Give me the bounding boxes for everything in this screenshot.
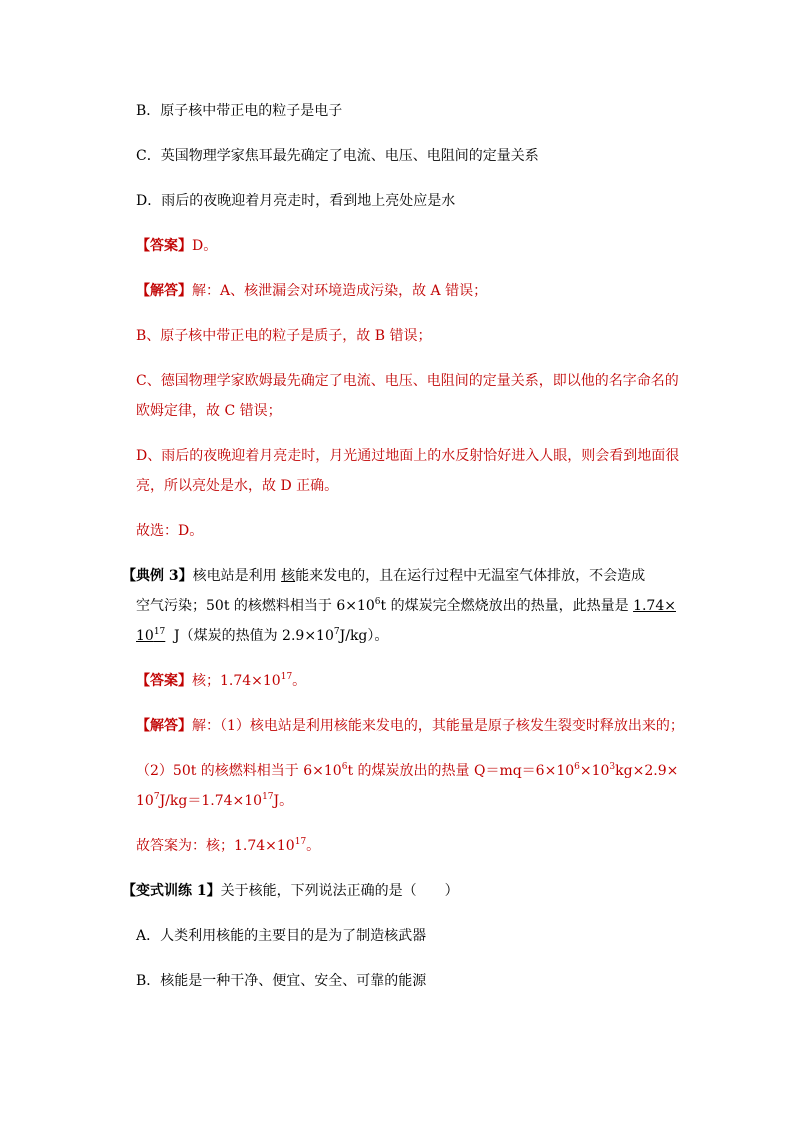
example3-answer-tag: 【答案】 (136, 673, 192, 689)
analysis-a-text: 解：A、核泄漏会对环境造成污染，故 A 错误； (192, 283, 488, 299)
option-c (136, 146, 539, 166)
example3-answer-line (136, 671, 306, 691)
answer-text: D。 (192, 238, 218, 254)
exercise1-option-b-text: B．核能是一种干净、便宜、安全、可靠的能源 (136, 973, 427, 989)
example3-analysis-line2 (136, 761, 678, 781)
option-d (136, 191, 455, 211)
example3-analysis-line3 (136, 791, 293, 811)
analysis-d1-text: D、雨后的夜晚迎着月亮走时，月光通过地面上的水反射恰好进入人眼，则会看到地面很 (136, 448, 680, 464)
choose-line (136, 521, 203, 541)
a2-exponent-2: 6 (574, 762, 580, 772)
q3-text-end: J/kg）。 (339, 628, 389, 644)
q3-text: J（煤炭的热值为 2.9×10 (174, 628, 334, 644)
q3-answer-blank (136, 626, 174, 646)
final-text-end: 。 (306, 838, 321, 854)
q1-text-a: 核电站是利用 (192, 568, 282, 584)
example3-tag: 【典例 3】 (122, 568, 193, 584)
analysis-line-d2 (136, 476, 338, 496)
analysis-line-c2 (136, 401, 282, 421)
choose-text: 故选：D。 (136, 523, 204, 539)
example3-q-line1 (122, 566, 645, 586)
a3-text-a: 10 (136, 793, 154, 809)
analysis-line-b (136, 326, 431, 346)
exercise1-question-text: 关于核能，下列说法正确的是（ ） (220, 883, 459, 899)
example3-final-answer (136, 836, 320, 856)
analysis-d2-text: 亮，所以亮处是水，故 D 正确。 (136, 478, 339, 494)
option-c-text: C．英国物理学家焦耳最先确定了电流、电压、电阻间的定量关系 (136, 148, 539, 164)
option-b-text: B．原子核中带正电的粒子是电子 (136, 103, 343, 119)
a3-text-b: J/kg＝1.74×10 (159, 793, 263, 809)
answer-line (136, 236, 217, 256)
a2-text-a: （2）50t 的核燃料相当于 6×10 (136, 763, 342, 779)
a2-text-b: t 的煤炭放出的热量 Q＝mq＝6×10 (347, 763, 575, 779)
example3-q-line3 (136, 626, 388, 646)
example3-answer-base: 核；1.74×10 (192, 673, 281, 689)
final-text: 故答案为：核；1.74×10 (136, 838, 295, 854)
analysis-c2-text: 欧姆定律，故 C 错误； (136, 403, 282, 419)
example3-answer-end: 。 (292, 673, 307, 689)
exercise1-tag: 【变式训练 1】 (122, 883, 221, 899)
a3-text-c: J。 (273, 793, 294, 809)
a3-exponent-1: 7 (153, 792, 160, 802)
final-exponent: 17 (294, 837, 307, 847)
q2-exponent: 6 (374, 597, 381, 607)
exercise1-question (122, 881, 459, 901)
a2-exponent-3: 3 (609, 762, 616, 772)
analysis-tag: 【解答】 (136, 283, 192, 299)
option-d-text: D．雨后的夜晚迎着月亮走时，看到地上亮处应是水 (136, 193, 456, 209)
example3-analysis-1: 解：（1）核电站是利用核能来发电的，其能量是原子核发生裂变时释放出来的； (192, 718, 684, 734)
exercise1-option-b (136, 971, 426, 991)
exercise1-option-a-text: A．人类利用核能的主要目的是为了制造核武器 (136, 928, 427, 944)
q1-text-b: 能来发电的，且在运行过程中无温室气体排放，不会造成 (295, 568, 646, 584)
answer-tag: 【答案】 (136, 238, 192, 254)
analysis-b-text: B、原子核中带正电的粒子是质子，故 B 错误； (136, 328, 432, 344)
exercise1-option-a (136, 926, 426, 946)
example3-analysis-tag: 【解答】 (136, 718, 192, 734)
q2-text-b: t 的煤炭完全燃烧放出的热量，此热量是 (380, 598, 634, 614)
analysis-line-d1 (136, 446, 679, 466)
example3-analysis-line1 (136, 716, 684, 736)
option-b (136, 101, 342, 121)
q3-exponent: 7 (333, 627, 340, 637)
analysis-line-a (136, 281, 487, 301)
q2-text-a: 空气污染；50t 的核燃料相当于 6×10 (136, 598, 375, 614)
a2-text-c: ×10 (579, 763, 610, 779)
q2-answer-blank: 1.74× (633, 598, 676, 614)
a2-exponent-1: 6 (341, 762, 348, 772)
example3-q-line2 (136, 596, 676, 616)
analysis-line-c1 (136, 371, 679, 391)
a3-exponent-2: 17 (262, 792, 274, 802)
analysis-c1-text: C、德国物理学家欧姆最先确定了电流、电压、电阻间的定量关系，即以他的名字命名的 (136, 373, 679, 389)
q3-blank-base: 10 (136, 628, 154, 644)
example3-answer-exponent: 17 (280, 672, 293, 682)
a2-text-d: kg×2.9× (615, 763, 679, 779)
q3-blank-exponent: 17 (153, 627, 166, 637)
q1-answer-blank: 核 (281, 568, 296, 584)
